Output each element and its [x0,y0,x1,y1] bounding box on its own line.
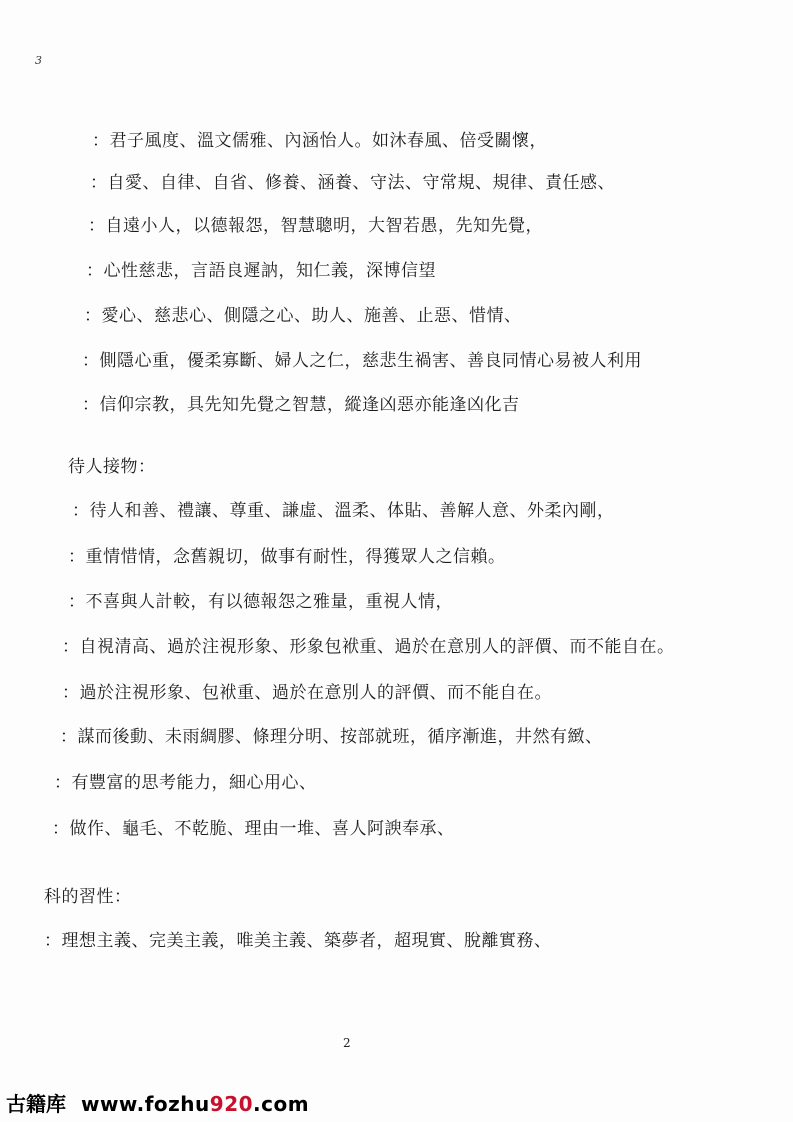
text-line: ：有豐富的思考能力，細心用心、 [54,773,317,793]
text-line: ：過於注視形象、包袱重、過於在意別人的評價、而不能自在。 [62,683,552,703]
section-heading: 待人接物： [68,457,156,477]
text-line: ：側隱心重，優柔寡斷、婦人之仁，慈悲生禍害、善良同情心易被人利用 [82,351,642,371]
text-line: ：理想主義、完美主義，唯美主義、築夢者，超現實、脫離實務、 [44,931,552,951]
text-line: ：做作、龜毛、不乾脆、理由一堆、喜人阿諛奉承、 [52,819,455,839]
text-line: ：君子風度、溫文儒雅、內涵怡人。如沐春風、倍受關懷， [92,131,547,151]
text-line: ：自視清高、過於注視形象、形象包袱重、過於在意別人的評價、而不能自在。 [62,637,675,657]
watermark [6,1088,309,1117]
text-line: ：不喜與人計較，有以德報怨之雅量，重視人情， [68,592,453,612]
watermark-site-suffix: .com [253,1092,310,1116]
text-line: ：心性慈悲，言語良遲訥，知仁義，深博信望 [86,261,436,281]
text-line: ：待人和善、禮讓、尊重、謙虛、溫柔、体貼、善解人意、外柔內剛， [72,501,615,521]
text-line: ：信仰宗教，具先知先覺之智慧，縱逢凶惡亦能逢凶化吉 [82,395,520,415]
corner-mark: 3 [35,54,42,67]
watermark-site [81,1092,309,1116]
text-line: ：謀而後動、未雨綢膠、條理分明、按部就班，循序漸進，井然有緻、 [60,727,603,747]
text-line: ：自愛、自律、自省、修養、涵養、守法、守常規、規律、責任感、 [90,173,615,193]
section-heading: 科的習性： [44,887,132,907]
watermark-name: 古籍库 [6,1092,66,1116]
text-line: ：重情惜情，念舊親切，做事有耐性，得獲眾人之信賴。 [68,547,506,567]
watermark-site-prefix: www.fozhu [80,1092,210,1116]
text-line: ：愛心、慈悲心、側隱之心、助人、施善、止惡、惜情、 [84,306,522,326]
text-line: ：自遠小人，以德報怨，智慧聰明，大智若愚，先知先覺， [88,216,543,236]
page-number: 2 [343,1036,351,1050]
watermark-site-number: 920 [209,1092,254,1116]
